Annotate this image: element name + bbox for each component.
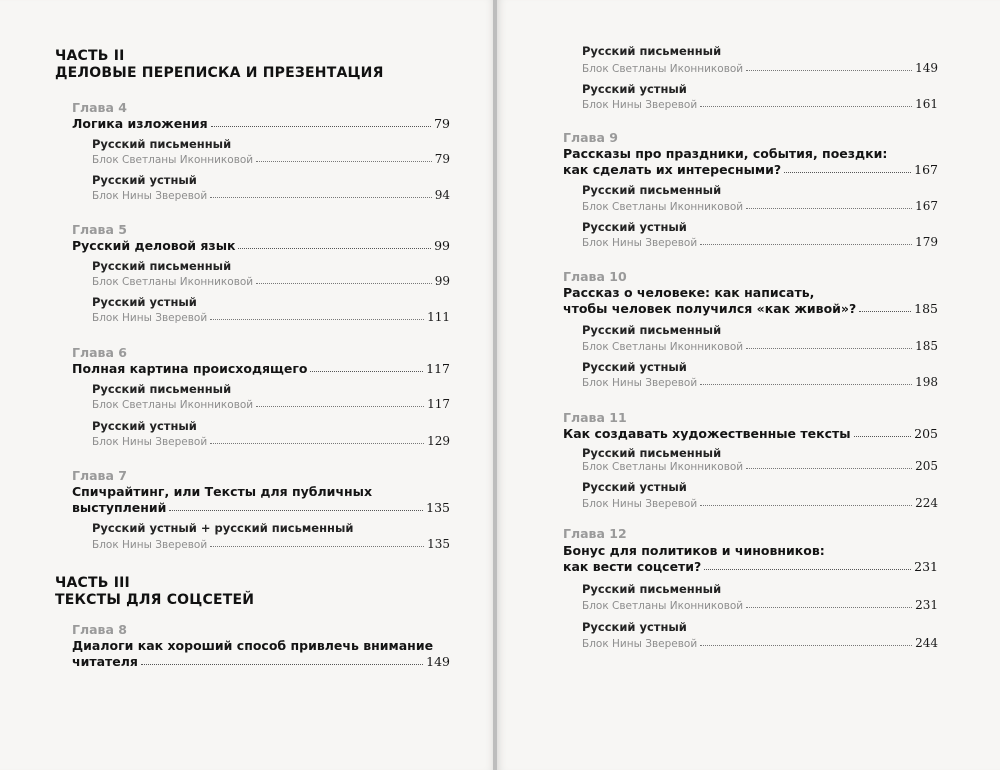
chapter-title-line1: Спичрайтинг, или Тексты для публичных xyxy=(72,484,373,499)
right-page xyxy=(497,0,1000,770)
chapter-title: Полная картина происходящего xyxy=(72,361,308,376)
page-number: 231 xyxy=(914,559,938,574)
chapter-title-line1: Бонус для политиков и чиновников: xyxy=(563,543,825,558)
toc-entry[interactable] xyxy=(563,301,938,316)
toc-entry[interactable] xyxy=(72,238,450,253)
author-block: Блок Нины Зверевой xyxy=(582,99,698,111)
toc-subentry[interactable] xyxy=(582,61,938,75)
toc-subentry[interactable] xyxy=(582,375,938,389)
dot-leader xyxy=(746,207,912,209)
section-title: Русский письменный xyxy=(582,183,722,197)
dot-leader xyxy=(700,243,912,245)
dot-leader xyxy=(211,125,431,127)
toc-entry[interactable] xyxy=(72,654,450,669)
toc-entry[interactable] xyxy=(72,361,450,376)
chapter-label: Глава 12 xyxy=(563,526,627,541)
page-number: 99 xyxy=(434,274,450,288)
chapter-label: Глава 4 xyxy=(72,100,127,115)
chapter-label: Глава 8 xyxy=(72,622,127,637)
toc-subentry[interactable] xyxy=(582,459,938,473)
dot-leader xyxy=(238,247,431,249)
section-title: Русский письменный xyxy=(92,259,232,273)
section-title: Русский письменный xyxy=(582,582,722,596)
section-title: Русский устный xyxy=(582,220,687,234)
page-number: 129 xyxy=(427,434,450,448)
page-number: 244 xyxy=(915,636,938,650)
page-number: 99 xyxy=(434,238,450,253)
author-block: Блок Светланы Иконниковой xyxy=(582,63,744,75)
page-number: 149 xyxy=(915,61,938,75)
page-number: 185 xyxy=(914,301,938,316)
toc-subentry[interactable] xyxy=(582,97,938,111)
dot-leader xyxy=(784,171,911,173)
author-block: Блок Нины Зверевой xyxy=(92,436,208,448)
section-title: Русский устный xyxy=(582,620,687,634)
chapter-label: Глава 9 xyxy=(563,130,618,145)
toc-subentry[interactable] xyxy=(582,199,938,213)
dot-leader xyxy=(746,69,912,71)
dot-leader xyxy=(256,282,432,284)
dot-leader xyxy=(854,435,912,437)
toc-entry[interactable] xyxy=(72,116,450,131)
chapter-title: Логика изложения xyxy=(72,116,208,131)
section-title: Русский устный xyxy=(582,480,687,494)
section-title: Русский письменный xyxy=(582,44,722,58)
dot-leader xyxy=(210,545,424,547)
part-heading xyxy=(55,575,254,609)
dot-leader xyxy=(700,504,912,506)
dot-leader xyxy=(256,405,424,407)
author-block: Блок Светланы Иконниковой xyxy=(92,276,254,288)
author-block: Блок Нины Зверевой xyxy=(582,237,698,249)
dot-leader xyxy=(859,310,911,312)
chapter-title-line1: Рассказы про праздники, события, поездки: xyxy=(563,146,888,161)
toc-subentry[interactable] xyxy=(92,397,450,411)
toc-subentry[interactable] xyxy=(582,235,938,249)
toc-subentry[interactable] xyxy=(92,434,450,448)
chapter-title: Как создавать художественные тексты xyxy=(563,426,851,441)
page-number: 117 xyxy=(427,397,450,411)
toc-subentry[interactable] xyxy=(582,496,938,510)
author-block: Блок Светланы Иконниковой xyxy=(582,600,744,612)
dot-leader xyxy=(210,196,432,198)
page-number: 167 xyxy=(914,162,938,177)
section-title: Русский письменный xyxy=(582,446,722,460)
toc-subentry[interactable] xyxy=(582,598,938,612)
page-number: 135 xyxy=(427,537,450,551)
chapter-label: Глава 11 xyxy=(563,410,627,425)
chapter-title-line2: чтобы человек получился «как живой»? xyxy=(563,301,857,316)
dot-leader xyxy=(141,663,423,665)
page-number: 205 xyxy=(914,426,938,441)
page-number: 161 xyxy=(915,97,938,111)
section-title: Русский письменный xyxy=(582,323,722,337)
toc-entry[interactable] xyxy=(72,500,450,515)
chapter-label: Глава 10 xyxy=(563,269,627,284)
page-number: 135 xyxy=(426,500,450,515)
toc-subentry[interactable] xyxy=(92,152,450,166)
part-label: ЧАСТЬ III xyxy=(55,575,130,591)
chapter-label: Глава 7 xyxy=(72,468,127,483)
section-title: Русский устный xyxy=(582,82,687,96)
chapter-label: Глава 6 xyxy=(72,345,127,360)
dot-leader xyxy=(746,467,912,469)
dot-leader xyxy=(210,442,424,444)
dot-leader xyxy=(700,105,912,107)
toc-subentry[interactable] xyxy=(582,339,938,353)
page-number: 79 xyxy=(434,152,450,166)
part-heading xyxy=(55,48,384,82)
dot-leader xyxy=(746,606,912,608)
toc-subentry[interactable] xyxy=(92,188,450,202)
author-block: Блок Светланы Иконниковой xyxy=(582,461,744,473)
author-block: Блок Светланы Иконниковой xyxy=(92,154,254,166)
dot-leader xyxy=(169,509,423,511)
toc-subentry[interactable] xyxy=(92,310,450,324)
chapter-title-line2: выступлений xyxy=(72,500,167,515)
chapter-title-line2: как вести соцсети? xyxy=(563,559,702,574)
toc-subentry[interactable] xyxy=(92,274,450,288)
dot-leader xyxy=(256,160,432,162)
author-block: Блок Нины Зверевой xyxy=(92,312,208,324)
section-title: Русский письменный xyxy=(92,137,232,151)
page-number: 231 xyxy=(915,598,938,612)
toc-subentry[interactable] xyxy=(92,537,450,551)
left-page xyxy=(0,0,495,770)
dot-leader xyxy=(210,318,424,320)
page-number: 149 xyxy=(426,654,450,669)
page-number: 167 xyxy=(915,199,938,213)
part-title: ДЕЛОВЫЕ ПЕРЕПИСКА И ПРЕЗЕНТАЦИЯ xyxy=(55,65,384,81)
author-block: Блок Нины Зверевой xyxy=(582,498,698,510)
dot-leader xyxy=(700,644,912,646)
chapter-title-line1: Диалоги как хороший способ привлечь внимание xyxy=(72,638,434,653)
chapter-title-line1: Рассказ о человеке: как написать, xyxy=(563,285,815,300)
section-title: Русский письменный xyxy=(92,382,232,396)
chapter-label: Глава 5 xyxy=(72,222,127,237)
page-number: 94 xyxy=(434,188,450,202)
chapter-title-line2: читателя xyxy=(72,654,138,669)
section-title: Русский устный xyxy=(582,360,687,374)
section-title: Русский устный xyxy=(92,419,197,433)
page-number: 117 xyxy=(426,361,450,376)
toc-subentry[interactable] xyxy=(582,636,938,650)
page-number: 79 xyxy=(434,116,450,131)
chapter-title: Русский деловой язык xyxy=(72,238,236,253)
chapter-title-line2: как сделать их интересными? xyxy=(563,162,782,177)
page-number: 111 xyxy=(427,310,450,324)
toc-entry[interactable] xyxy=(563,162,938,177)
part-label: ЧАСТЬ II xyxy=(55,48,125,64)
author-block: Блок Нины Зверевой xyxy=(92,539,208,551)
author-block: Блок Светланы Иконниковой xyxy=(92,399,254,411)
page-number: 185 xyxy=(915,339,938,353)
author-block: Блок Светланы Иконниковой xyxy=(582,341,744,353)
section-title: Русский устный + русский письменный xyxy=(92,521,354,535)
section-title: Русский устный xyxy=(92,295,197,309)
dot-leader xyxy=(704,568,911,570)
section-title: Русский устный xyxy=(92,173,197,187)
author-block: Блок Нины Зверевой xyxy=(92,190,208,202)
dot-leader xyxy=(700,383,912,385)
page-number: 179 xyxy=(915,235,938,249)
toc-entry[interactable] xyxy=(563,559,938,574)
author-block: Блок Нины Зверевой xyxy=(582,638,698,650)
author-block: Блок Светланы Иконниковой xyxy=(582,201,744,213)
toc-entry[interactable] xyxy=(563,426,938,441)
page-number: 198 xyxy=(915,375,938,389)
page-number: 205 xyxy=(915,459,938,473)
part-title: ТЕКСТЫ ДЛЯ СОЦСЕТЕЙ xyxy=(55,592,255,608)
author-block: Блок Нины Зверевой xyxy=(582,377,698,389)
dot-leader xyxy=(746,347,912,349)
page-number: 224 xyxy=(915,496,938,510)
dot-leader xyxy=(310,370,423,372)
